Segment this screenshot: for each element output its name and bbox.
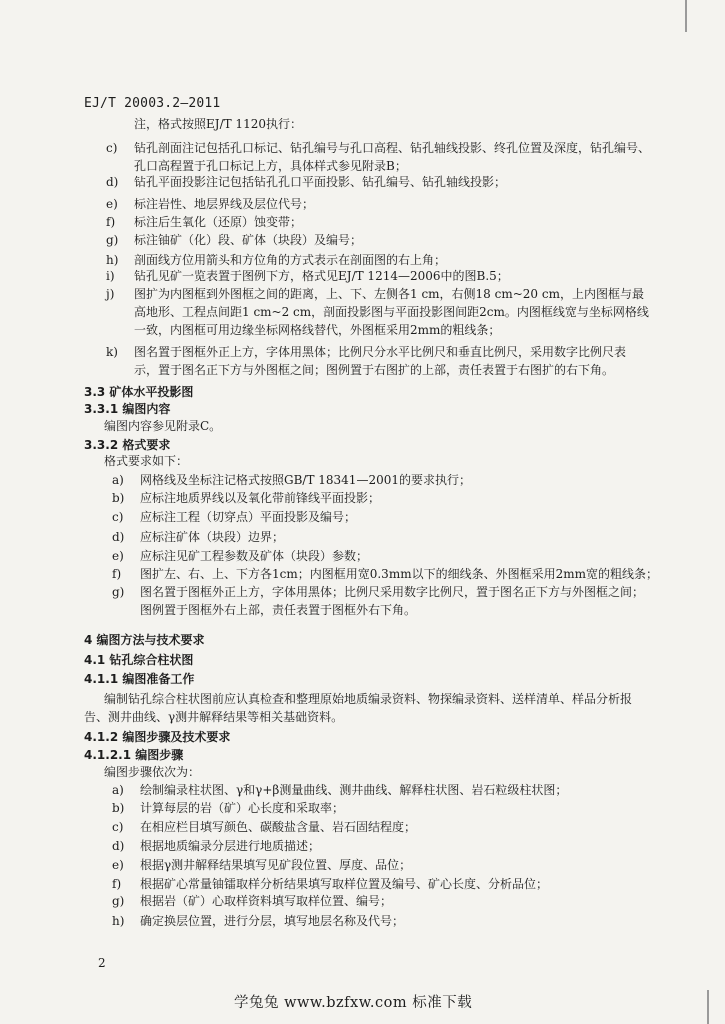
text-line (106, 344, 626, 360)
item-label: e) (112, 858, 124, 872)
line-text: 示，置于图名正下方与外图框之间；图例置于右图扩的上部，责任表置于右图扩的右下角。 (134, 363, 615, 377)
line-text: 根据地质编录分层进行地质描述； (140, 839, 321, 853)
standard-number: EJ/T 20003.2—2011 (84, 96, 221, 111)
line-text: 高地形、工程点间距1 cm~2 cm，剖面投影图与平面投影图间距2cm。内图框线宽与坐标网格线 (134, 305, 649, 319)
text-line (106, 174, 506, 190)
text-line (112, 838, 320, 854)
line-text: 计算每层的岩（矿）心长度和采取率； (140, 801, 345, 815)
line-text: 应标注工程（切穿点）平面投影及编号； (140, 510, 357, 524)
text-line (106, 286, 644, 302)
line-text: 根据γ测井解释结果填写见矿段位置、厚度、品位； (140, 858, 412, 872)
section-heading (84, 384, 193, 400)
line-text: 根据岩（矿）心取样资料填写取样位置、编号； (140, 894, 393, 908)
text-line (112, 876, 548, 892)
line-text: 注，格式按照EJ/T 1120执行： (134, 117, 302, 131)
item-label: f) (112, 877, 122, 891)
item-label: h) (112, 914, 125, 928)
line-text: 编图内容参见附录C。 (104, 419, 222, 433)
line-text: 3.3.1 编图内容 (84, 402, 171, 416)
text-line (112, 490, 380, 506)
item-label: d) (112, 530, 125, 544)
item-label: g) (112, 894, 125, 908)
scan-mark (685, 0, 687, 32)
text-line (134, 322, 500, 338)
line-text: 图例置于图框外右上部，责任表置于图框外右下角。 (140, 603, 417, 617)
line-text: 4 编图方法与技术要求 (84, 633, 205, 647)
line-text: 钻孔剖面注记包括孔口标记、钻孔编号与孔口高程、钻孔轴线投影、终孔位置及深度，钻孔编号、 (134, 141, 651, 155)
line-text: 图扩为内图框到外图框之间的距离，上、下、左侧各1 cm，右侧18 cm~20 cm，上内图框与最 (134, 287, 644, 301)
line-text: 钻孔见矿一览表置于图例下方，格式见EJ/T 1214—2006中的图B.5； (134, 269, 509, 283)
line-text: 一致，内图框可用边缘坐标网格线替代，外图框采用2mm的粗线条； (134, 323, 501, 337)
text-line (112, 529, 284, 545)
footer-watermark: 学兔兔 www.bzfxw.com 标准下载 (234, 995, 473, 1011)
section-heading (84, 652, 193, 668)
line-text: 4.1.1 编图准备工作 (84, 672, 195, 686)
item-label: i) (106, 269, 115, 283)
section-heading (84, 671, 194, 687)
text-line (112, 782, 567, 798)
item-label: c) (112, 510, 124, 524)
section-heading (84, 401, 170, 417)
text-line (104, 764, 200, 780)
line-text: 3.3 矿体水平投影图 (84, 385, 194, 399)
line-text: 格式要求如下： (104, 454, 189, 468)
item-label: h) (106, 253, 119, 267)
text-line (106, 214, 302, 230)
text-line (134, 158, 407, 174)
line-text: 根据矿心常量铀镭取样分析结果填写取样位置及编号、矿心长度、分析品位； (140, 877, 549, 891)
line-text: 4.1 钻孔综合柱状图 (84, 653, 194, 667)
text-line (134, 116, 302, 132)
line-text: 应标注见矿工程参数及矿体（块段）参数； (140, 549, 369, 563)
text-line (84, 709, 343, 725)
line-text: 4.1.2.1 编图步骤 (84, 748, 184, 762)
text-line (140, 602, 416, 618)
line-text: 孔口高程置于孔口标记上方，具体样式参见附录B； (134, 159, 407, 173)
section-heading (84, 729, 230, 745)
text-line (134, 304, 649, 320)
text-line (112, 857, 411, 873)
item-label: g) (112, 585, 125, 599)
section-heading (84, 437, 170, 453)
text-line (112, 800, 344, 816)
item-label: k) (106, 345, 118, 359)
line-text: 应标注地质界线以及氧化带前锋线平面投影； (140, 491, 381, 505)
text-line (106, 140, 650, 156)
line-text: 网格线及坐标注记格式按照GB/T 18341—2001的要求执行； (140, 473, 471, 487)
item-label: f) (112, 567, 122, 581)
line-text: 标注铀矿（化）段、矿体（块段）及编号； (134, 233, 363, 247)
text-line (112, 893, 392, 909)
item-label: g) (106, 233, 119, 247)
item-label: d) (112, 839, 125, 853)
item-label: c) (106, 141, 118, 155)
item-label: d) (106, 175, 119, 189)
text-line (112, 509, 356, 525)
line-text: 钻孔平面投影注记包括钻孔孔口平面投影、钻孔编号、钻孔轴线投影； (134, 175, 507, 189)
line-text: 在相应栏目填写颜色、碳酸盐含量、岩石固结程度； (140, 820, 417, 834)
text-line (112, 472, 471, 488)
line-text: 剖面线方位用箭头和方位角的方式表示在剖面图的右上角； (134, 253, 447, 267)
text-line (112, 584, 644, 600)
text-line (106, 196, 314, 212)
line-text: 告、测井曲线、γ测井解释结果等相关基础资料。 (84, 710, 344, 724)
line-text: 标注岩性、地层界线及层位代号； (134, 197, 315, 211)
text-line (106, 232, 362, 248)
line-text: 图名置于图框外正上方，字体用黑体；比例尺分水平比例尺和垂直比例尺，采用数字比例尺表 (134, 345, 627, 359)
line-text: 应标注矿体（块段）边界； (140, 530, 285, 544)
item-label: e) (112, 549, 124, 563)
scan-mark (707, 990, 709, 1024)
text-line (112, 548, 368, 564)
item-label: j) (106, 287, 115, 301)
text-line (104, 691, 632, 707)
line-text: 图扩左、右、上、下方各1cm；内图框用宽0.3mm以下的细线条、外图框采用2mm宽的粗线条； (140, 567, 658, 581)
section-heading (84, 747, 183, 763)
text-line (106, 252, 446, 268)
line-text: 编制钻孔综合柱状图前应认真检查和整理原始地质编录资料、物探编录资料、送样清单、样品分析报 (104, 692, 633, 706)
text-line (112, 819, 416, 835)
text-line (112, 913, 404, 929)
item-label: b) (112, 491, 125, 505)
line-text: 确定换层位置，进行分层，填写地层名称及代号； (140, 914, 405, 928)
item-label: e) (106, 197, 118, 211)
text-line (112, 566, 658, 582)
line-text: 绘制编录柱状图、γ和γ+β测量曲线、测井曲线、解释柱状图、岩石粒级柱状图； (140, 783, 568, 797)
line-text: 图名置于图框外正上方，字体用黑体；比例尺采用数字比例尺，置于图名正下方与外图框之间； (140, 585, 645, 599)
item-label: b) (112, 801, 125, 815)
text-line (106, 268, 509, 284)
line-text: 标注后生氧化（还原）蚀变带； (134, 215, 303, 229)
item-label: a) (112, 473, 124, 487)
section-heading (84, 632, 205, 648)
line-text: 3.3.2 格式要求 (84, 438, 171, 452)
text-line (104, 453, 188, 469)
text-line (104, 418, 221, 434)
page-number: 2 (98, 956, 106, 970)
line-text: 编图步骤依次为： (104, 765, 201, 779)
item-label: c) (112, 820, 124, 834)
item-label: f) (106, 215, 116, 229)
text-line (134, 362, 614, 378)
line-text: 4.1.2 编图步骤及技术要求 (84, 730, 231, 744)
item-label: a) (112, 783, 124, 797)
